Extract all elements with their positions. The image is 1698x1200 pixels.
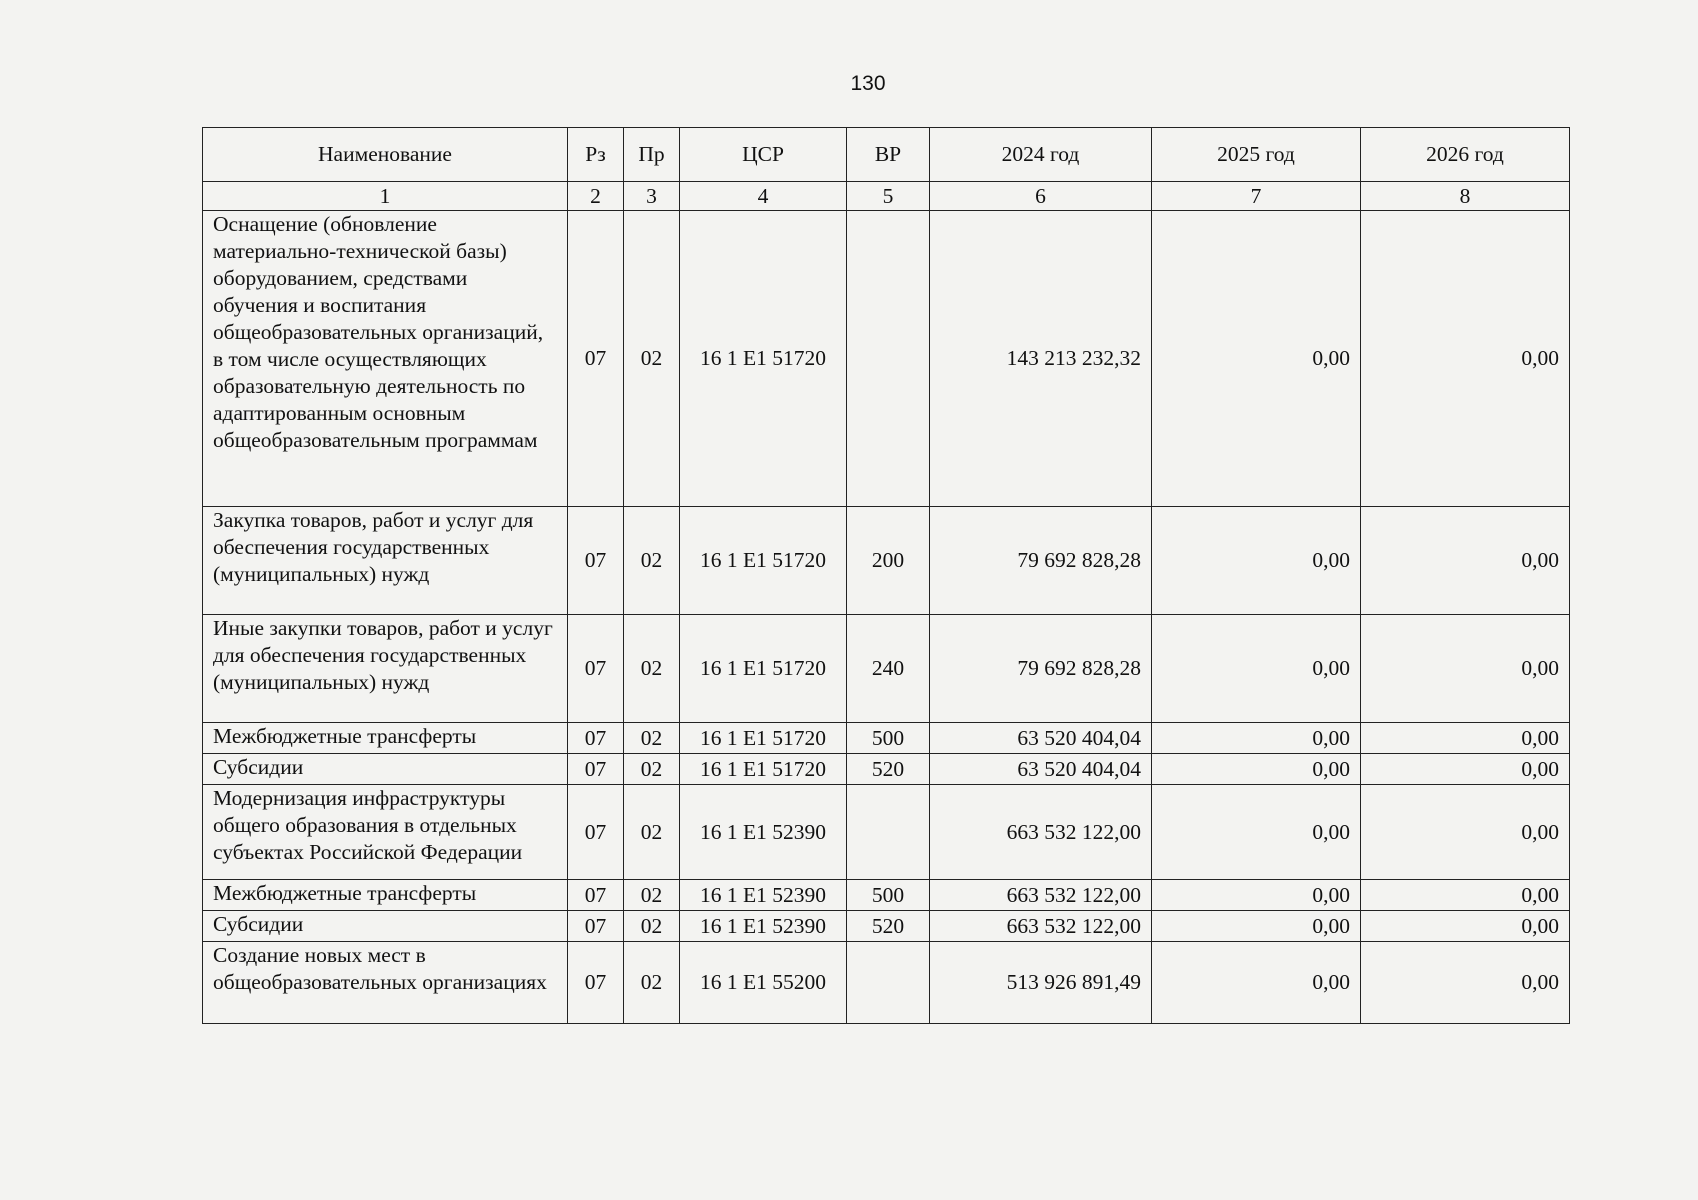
row-rz: 07: [568, 615, 624, 723]
row-vr: 500: [847, 880, 930, 911]
row-2026: 0,00: [1361, 911, 1570, 942]
row-name: Оснащение (обновление материально-технической базы) оборудованием, средствами обучения и воспитания общеобразовательных организаций, в том числе осуществляющих образовательную деятельность по адаптированным основным общеобразовательным программам: [203, 211, 568, 507]
row-pr: 02: [624, 785, 680, 880]
row-csr: 16 1 E1 51720: [680, 723, 847, 754]
row-rz: 07: [568, 942, 624, 1024]
row-2024: 663 532 122,00: [930, 911, 1152, 942]
table-row: [203, 615, 1570, 723]
row-name: Закупка товаров, работ и услуг для обеспечения государственных (муниципальных) нужд: [203, 507, 568, 615]
column-number: 8: [1361, 182, 1570, 211]
header-name: Наименование: [203, 128, 568, 182]
column-number-row: [203, 182, 1570, 211]
row-name: Межбюджетные трансферты: [203, 880, 568, 911]
table-row: [203, 911, 1570, 942]
row-2025: 0,00: [1152, 507, 1361, 615]
header-rz: Рз: [568, 128, 624, 182]
row-2025: 0,00: [1152, 942, 1361, 1024]
row-2025: 0,00: [1152, 615, 1361, 723]
row-rz: 07: [568, 507, 624, 615]
row-vr: 520: [847, 754, 930, 785]
table-row: [203, 723, 1570, 754]
row-2026: 0,00: [1361, 723, 1570, 754]
header-2025: 2025 год: [1152, 128, 1361, 182]
row-2024: 79 692 828,28: [930, 507, 1152, 615]
table-row: [203, 942, 1570, 1024]
row-name: Субсидии: [203, 911, 568, 942]
column-number: 4: [680, 182, 847, 211]
row-vr: 240: [847, 615, 930, 723]
header-csr: ЦСР: [680, 128, 847, 182]
row-csr: 16 1 E1 51720: [680, 507, 847, 615]
row-vr: 520: [847, 911, 930, 942]
row-2025: 0,00: [1152, 754, 1361, 785]
row-2024: 663 532 122,00: [930, 785, 1152, 880]
header-vr: ВР: [847, 128, 930, 182]
column-number: 6: [930, 182, 1152, 211]
row-name: Межбюджетные трансферты: [203, 723, 568, 754]
row-name: Субсидии: [203, 754, 568, 785]
row-2026: 0,00: [1361, 754, 1570, 785]
row-csr: 16 1 E1 55200: [680, 942, 847, 1024]
table-row: [203, 211, 1570, 507]
row-pr: 02: [624, 911, 680, 942]
row-csr: 16 1 E1 52390: [680, 911, 847, 942]
row-rz: 07: [568, 785, 624, 880]
page-number: 130: [850, 72, 886, 95]
header-2024: 2024 год: [930, 128, 1152, 182]
row-pr: 02: [624, 942, 680, 1024]
row-name: Создание новых мест в общеобразовательных организациях: [203, 942, 568, 1024]
row-rz: 07: [568, 754, 624, 785]
row-csr: 16 1 E1 51720: [680, 615, 847, 723]
table-row: [203, 754, 1570, 785]
row-vr: [847, 785, 930, 880]
row-pr: 02: [624, 507, 680, 615]
row-name: Иные закупки товаров, работ и услуг для обеспечения государственных (муниципальных) нужд: [203, 615, 568, 723]
row-rz: 07: [568, 880, 624, 911]
row-2025: 0,00: [1152, 911, 1361, 942]
column-number: 2: [568, 182, 624, 211]
row-2024: 513 926 891,49: [930, 942, 1152, 1024]
row-rz: 07: [568, 211, 624, 507]
table-row: [203, 785, 1570, 880]
column-number: 3: [624, 182, 680, 211]
row-vr: 200: [847, 507, 930, 615]
column-number: 7: [1152, 182, 1361, 211]
row-vr: 500: [847, 723, 930, 754]
row-2026: 0,00: [1361, 507, 1570, 615]
row-pr: 02: [624, 754, 680, 785]
row-pr: 02: [624, 211, 680, 507]
row-2025: 0,00: [1152, 785, 1361, 880]
column-number: 5: [847, 182, 930, 211]
row-pr: 02: [624, 880, 680, 911]
table-row: [203, 880, 1570, 911]
row-2026: 0,00: [1361, 211, 1570, 507]
row-csr: 16 1 E1 51720: [680, 754, 847, 785]
row-2026: 0,00: [1361, 880, 1570, 911]
row-2025: 0,00: [1152, 880, 1361, 911]
header-row: [203, 128, 1570, 182]
row-2024: 663 532 122,00: [930, 880, 1152, 911]
row-csr: 16 1 E1 51720: [680, 211, 847, 507]
row-rz: 07: [568, 911, 624, 942]
row-rz: 07: [568, 723, 624, 754]
row-2025: 0,00: [1152, 211, 1361, 507]
row-vr: [847, 942, 930, 1024]
row-2026: 0,00: [1361, 942, 1570, 1024]
row-vr: [847, 211, 930, 507]
column-number: 1: [203, 182, 568, 211]
row-pr: 02: [624, 723, 680, 754]
row-2024: 79 692 828,28: [930, 615, 1152, 723]
row-2024: 63 520 404,04: [930, 754, 1152, 785]
header-pr: Пр: [624, 128, 680, 182]
budget-table: [202, 127, 1570, 1024]
row-2026: 0,00: [1361, 615, 1570, 723]
row-2025: 0,00: [1152, 723, 1361, 754]
row-pr: 02: [624, 615, 680, 723]
row-2026: 0,00: [1361, 785, 1570, 880]
row-2024: 63 520 404,04: [930, 723, 1152, 754]
row-name: Модернизация инфраструктуры общего образования в отдельных субъектах Российской Федерации: [203, 785, 568, 880]
row-2024: 143 213 232,32: [930, 211, 1152, 507]
table-row: [203, 507, 1570, 615]
header-2026: 2026 год: [1361, 128, 1570, 182]
row-csr: 16 1 E1 52390: [680, 880, 847, 911]
row-csr: 16 1 E1 52390: [680, 785, 847, 880]
